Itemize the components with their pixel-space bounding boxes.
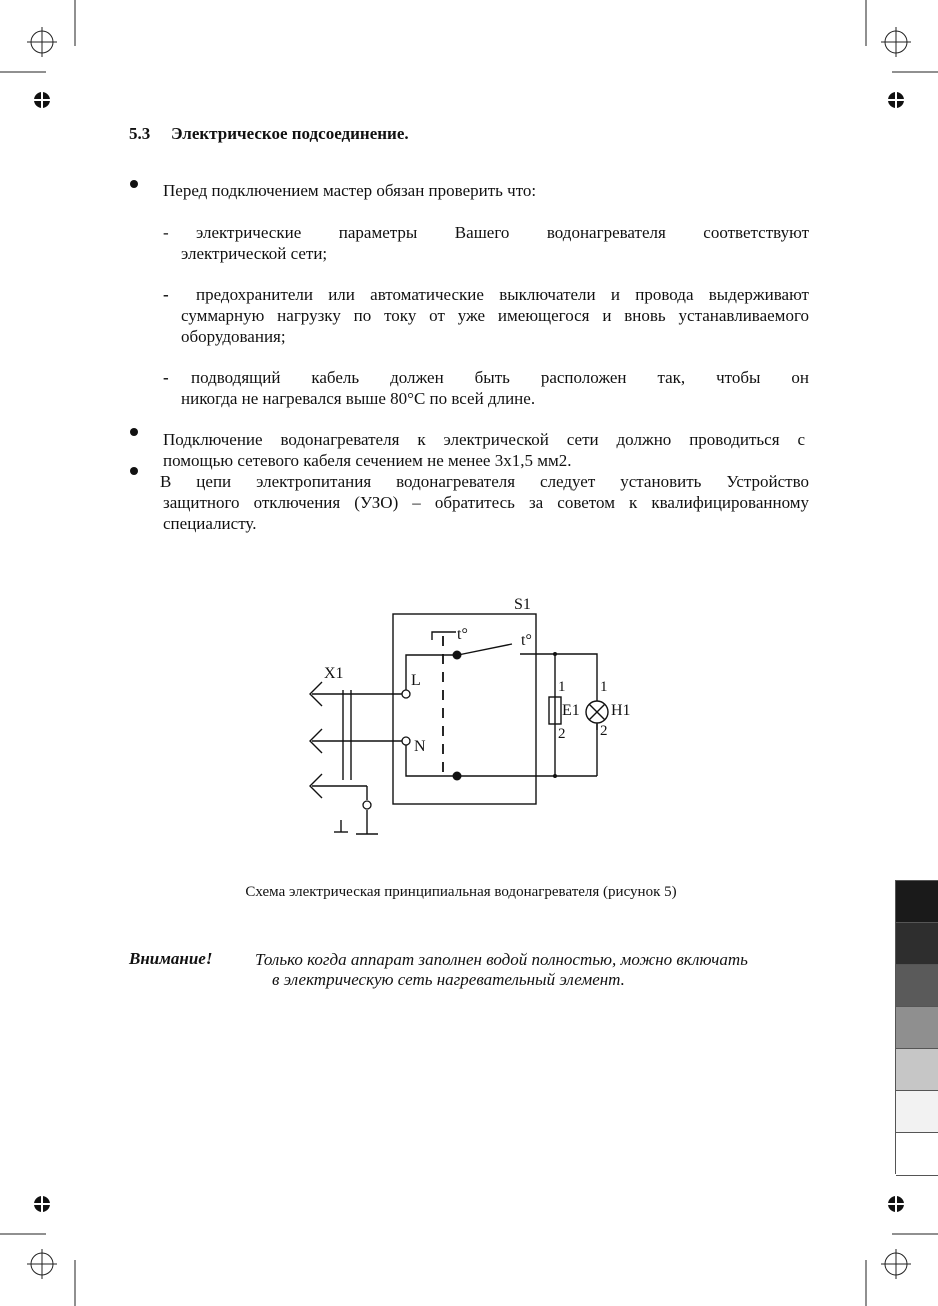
gray-tab — [896, 922, 938, 965]
bullet3-line2: защитного отключения (УЗО) – обратитесь за советом к квалифицированному — [163, 493, 809, 512]
label-h1: H1 — [611, 702, 631, 719]
label-t2: t° — [521, 632, 532, 649]
bullet1-intro: Перед подключением мастер обязан проверить что: — [163, 181, 537, 200]
dash-marker: - — [163, 285, 169, 304]
label-e1: E1 — [562, 702, 580, 719]
warning-line1: Только когда аппарат заполнен водой полностью, можно включать — [255, 950, 748, 969]
bullet3-line3: специалисту. — [163, 514, 257, 533]
bullet1-item2-line1: предохранители или автоматические выключатели и провода выдерживают — [196, 285, 809, 304]
warning-label: Внимание! — [129, 949, 213, 968]
gray-tab — [896, 964, 938, 1007]
bullet1-item2-line2: суммарную нагрузку по току от уже имеющегося и вновь устанавливаемого — [181, 306, 809, 325]
bullet-icon — [130, 428, 138, 436]
tab-border — [895, 880, 896, 1174]
bullet2-line1: Подключение водонагревателя к электрической сети должно проводиться с — [163, 430, 805, 449]
gray-tab — [896, 880, 938, 923]
bullet1-item1-line1: электрические параметры Вашего водонагревателя соответствуют — [196, 223, 809, 242]
label-x1: X1 — [324, 665, 344, 682]
gray-tab — [896, 1132, 938, 1176]
label-e1-pin2: 2 — [558, 726, 566, 742]
section-title: Электрическое подсоединение. — [171, 124, 409, 143]
label-h1-pin1: 1 — [600, 679, 608, 695]
gray-tab — [896, 1048, 938, 1091]
bullet-icon — [130, 180, 138, 188]
section-number: 5.3 — [129, 124, 151, 143]
bullet3-line1: В цепи электропитания водонагревателя следует установить Устройство — [160, 472, 809, 491]
label-h1-pin2: 2 — [600, 723, 608, 739]
bullet1-item3-line1: подводящий кабель должен быть расположен так, чтобы он — [191, 368, 809, 387]
bullet1-item1-line2: электрической сети; — [181, 244, 328, 263]
label-l: L — [411, 672, 421, 689]
label-t1: t° — [457, 626, 468, 643]
bullet1-item2-line3: оборудования; — [181, 327, 286, 346]
figure-caption: Схема электрическая принципиальная водонагревателя (рисунок 5) — [245, 884, 677, 900]
dash-marker: - — [163, 368, 169, 387]
label-e1-pin1: 1 — [558, 679, 566, 695]
label-s1: S1 — [514, 596, 531, 613]
gray-tab — [896, 1006, 938, 1049]
section-heading — [129, 124, 409, 144]
bullet-icon — [130, 467, 138, 475]
bullet1-item3-line2: никогда не нагревался выше 80°С по всей длине. — [181, 389, 536, 408]
label-n: N — [414, 738, 426, 755]
registration-target-icon — [32, 90, 906, 1214]
gray-tab — [896, 1090, 938, 1133]
warning-line2: в электрическую сеть нагревательный элемент. — [272, 970, 625, 989]
dash-marker: - — [163, 223, 169, 242]
bullet2-line2: помощью сетевого кабеля сечением не менее 3х1,5 мм2. — [163, 451, 572, 470]
